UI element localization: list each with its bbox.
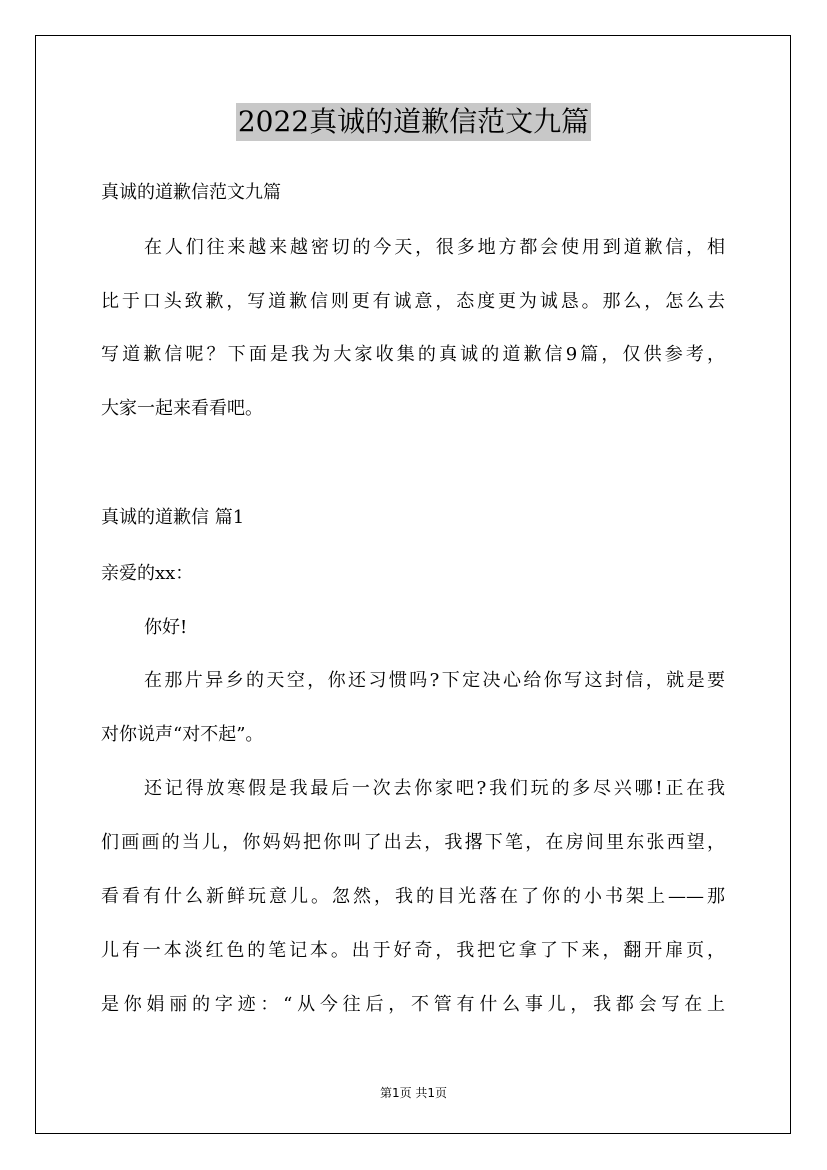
paragraph-line: 是你娟丽的字迹：“从今往后，不管有什么事儿，我都会写在上 [101,994,725,1015]
section-heading: 真诚的道歉信 篇1 [101,507,245,528]
paragraph-line: 儿有一本淡红色的笔记本。出于好奇，我把它拿了下来，翻开扉页， [101,940,725,961]
paragraph-line: 看看有什么新鲜玩意儿。忽然，我的目光落在了你的小书架上——那 [101,886,725,907]
document-title-text: 2022真诚的道歉信范文九篇 [236,103,591,141]
greeting: 你好! [144,617,188,638]
intro-line: 比于口头致歉，写道歉信则更有诚意，态度更为诚恳。那么，怎么去 [101,291,725,312]
paragraph-line: 还记得放寒假是我最后一次去你家吧?我们玩的多尽兴哪!正在我 [144,778,725,799]
paragraph-line: 们画画的当儿，你妈妈把你叫了出去，我撂下笔，在房间里东张西望， [101,832,725,853]
subtitle: 真诚的道歉信范文九篇 [101,182,281,203]
intro-line: 写道歉信呢？下面是我为大家收集的真诚的道歉信9篇，仅供参考， [101,344,725,365]
document-title [0,103,827,141]
paragraph-line: 对你说声“对不起”。 [101,724,264,745]
intro-line: 在人们往来越来越密切的今天，很多地方都会使用到道歉信，相 [144,237,725,258]
paragraph-line: 在那片异乡的天空，你还习惯吗?下定决心给你写这封信，就是要 [144,670,725,691]
page-number: 第1页 共1页 [379,1086,448,1100]
intro-line: 大家一起来看看吧。 [101,398,263,419]
salutation: 亲爱的xx： [101,563,194,584]
